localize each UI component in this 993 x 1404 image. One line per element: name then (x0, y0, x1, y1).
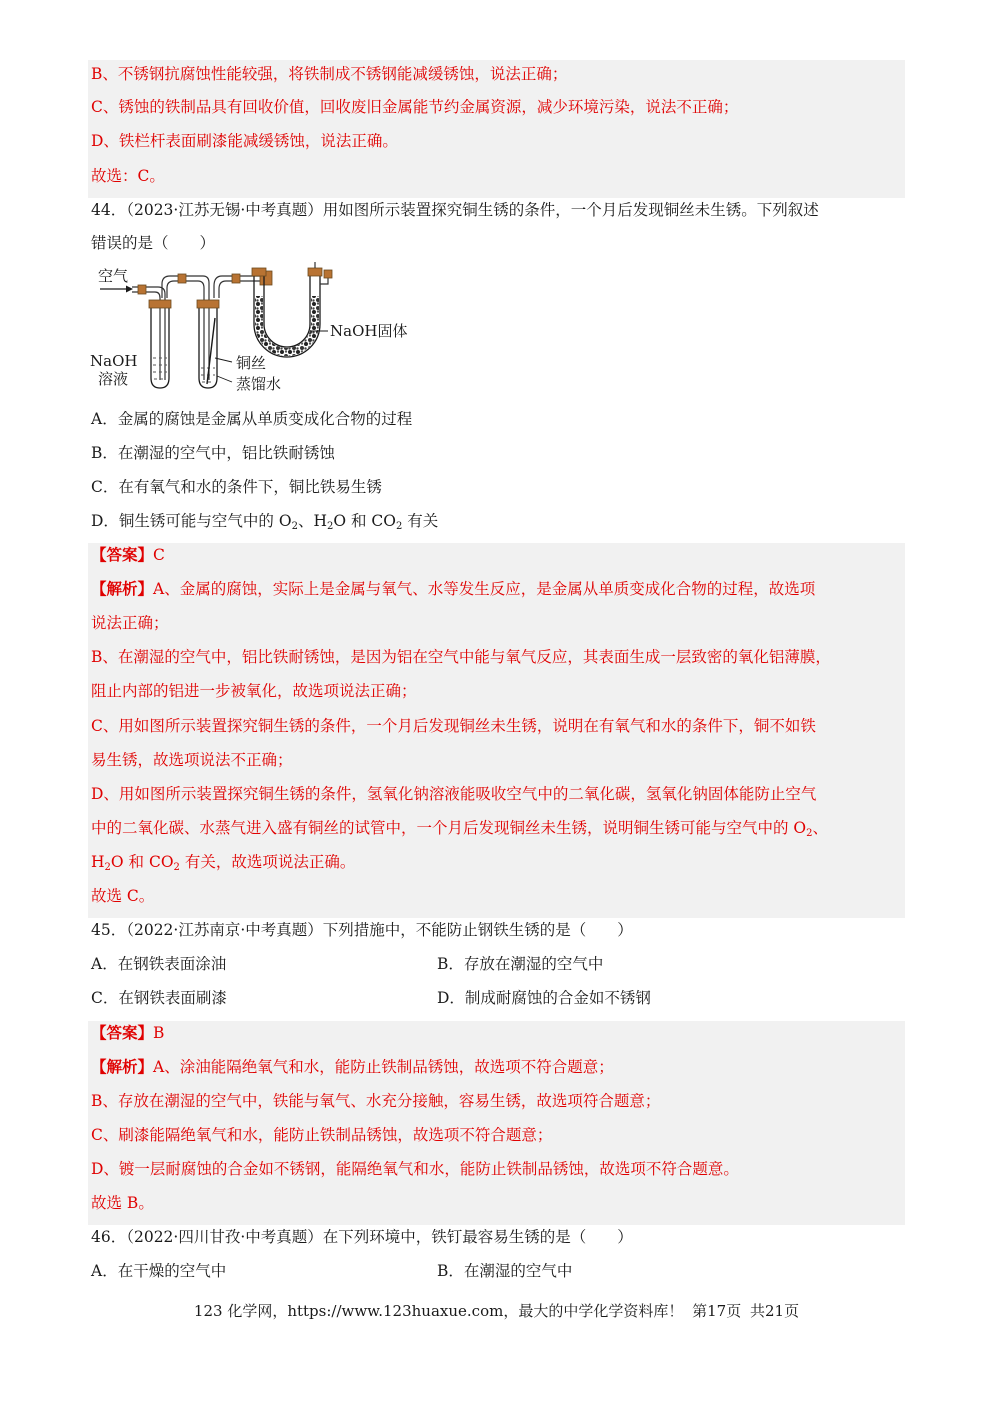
prev-analysis-b: B、不锈钢抗腐蚀性能较强，将铁制成不锈钢能减缓锈蚀，说法正确； (91, 65, 568, 83)
q46-option-b: B．在潮湿的空气中 (437, 1262, 573, 1280)
q44-analysis-d1: D、用如图所示装置探究铜生锈的条件，氢氧化钠溶液能吸收空气中的二氧化碳，氢氧化钠固体能防止空气 (91, 785, 817, 803)
svg-text:铜丝: 铜丝 (236, 354, 267, 372)
answer-tag: 【答案】 (91, 1023, 154, 1042)
q45-option-c: C．在钢铁表面刷漆 (91, 989, 227, 1007)
footer-page-number: 第17页 (692, 1302, 742, 1320)
air-arrow (100, 286, 133, 293)
q44-analysis-d3: $H_2O$ 和 $CO_2$ 有关，故选项说法正确。 (91, 853, 356, 873)
prev-analysis-c: C、锈蚀的铁制品具有回收价值，回收废旧金属能节约金属资源，减少环境污染，说法不正确； (91, 98, 739, 116)
q45-analysis-c: C、刷漆能隔绝氧气和水，能防止铁制品锈蚀，故选项不符合题意； (91, 1126, 553, 1144)
q44-option-c: C．在有氧气和水的条件下，铜比铁易生锈 (91, 478, 382, 496)
q44-apparatus-figure (88, 262, 418, 396)
q45-conclusion: 故选 B。 (91, 1194, 154, 1212)
q44-analysis-d2: 中的二氧化碳、水蒸气进入盛有铜丝的试管中，一个月后发现铜丝未生锈，说明铜生锈可能与空气中的 $O_2$、 (91, 819, 829, 839)
q44-analysis-c1: C、用如图所示装置探究铜生锈的条件，一个月后发现铜丝未生锈，说明在有氧气和水的条件下，铜不如铁 (91, 717, 816, 735)
q45-option-d: D．制成耐腐蚀的合金如不锈钢 (437, 989, 651, 1007)
svg-text:NaOH: NaOH (90, 352, 138, 370)
q44-stem-line1: 44．（2023·江苏无锡·中考真题）用如图所示装置探究铜生锈的条件，一个月后发现铜丝未生锈。下列叙述 (91, 201, 819, 219)
svg-text:NaOH固体: NaOH固体 (330, 322, 408, 340)
q45-analysis-b: B、存放在潮湿的空气中，铁能与氧气、水充分接触，容易生锈，故选项符合题意； (91, 1092, 661, 1110)
q44-analysis-a1: 【解析】A、金属的腐蚀，实际上是金属与氧气、水等发生反应，是金属从单质变成化合物的过程，故选项 (91, 579, 816, 598)
prev-analysis-d: D、铁栏杆表面刷漆能减缓锈蚀，说法正确。 (91, 132, 398, 150)
q46-option-a: A．在干燥的空气中 (91, 1262, 227, 1280)
copper-wire-tube (197, 300, 219, 388)
q45-option-a: A．在钢铁表面涂油 (91, 955, 227, 973)
q45-answer (91, 1023, 164, 1043)
q45-stem: 45．（2022·江苏南京·中考真题）下列措施中，不能防止钢铁生锈的是（ ） (91, 921, 633, 939)
naoh-solid-label (330, 322, 407, 340)
distilled-water-label (236, 375, 281, 393)
svg-text:溶液: 溶液 (98, 370, 129, 388)
analysis-tag: 【解析】 (91, 579, 154, 598)
svg-text:空气: 空气 (98, 267, 129, 285)
q44-analysis-a2: 说法正确； (91, 614, 169, 632)
q44-conclusion: 故选 C。 (91, 887, 155, 905)
copper-wire-label (236, 354, 266, 372)
q45-analysis-a: 【解析】A、涂油能隔绝氧气和水，能防止铁制品锈蚀，故选项不符合题意； (91, 1057, 614, 1076)
copper-wire (207, 318, 215, 384)
answer-tag: 【答案】 (91, 545, 154, 564)
q44-answer (91, 545, 165, 565)
analysis-tag: 【解析】 (91, 1057, 154, 1076)
q44-stem-line2: 错误的是（ ） (91, 234, 216, 252)
answer-value: B (153, 1024, 165, 1042)
q44-analysis-b1: B、在潮湿的空气中，铝比铁耐锈蚀，是因为铝在空气中能与氧气反应，其表面生成一层致密的氧化铝薄膜， (91, 648, 831, 666)
q45-option-b: B．存放在潮湿的空气中 (437, 955, 604, 973)
prev-conclusion: 故选：C。 (91, 167, 165, 185)
q44-option-b: B．在潮湿的空气中，铝比铁耐锈蚀 (91, 444, 335, 462)
q45-analysis-d: D、镀一层耐腐蚀的合金如不锈钢，能隔绝氧气和水，能防止铁制品锈蚀，故选项不符合题意。 (91, 1160, 739, 1178)
answer-value: C (153, 546, 165, 564)
q46-stem: 46．（2022·四川甘孜·中考真题）在下列环境中，铁钉最容易生锈的是（ ） (91, 1228, 633, 1246)
page-footer (0, 1301, 993, 1321)
footer-site: 123 化学网，https://www.123huaxue.com，最大的中学化学资料库！ (193, 1302, 684, 1320)
q45-answer-panel (88, 1021, 905, 1225)
air-label (98, 267, 128, 285)
q44-option-d: D．铜生锈可能与空气中的 $O_2$、$H_2O$ 和 $CO_2$ 有关 (91, 512, 439, 532)
q44-analysis-c2: 易生锈，故选项说法不正确； (91, 751, 293, 769)
footer-total-pages: 共21页 (749, 1302, 800, 1320)
svg-text:蒸馏水: 蒸馏水 (236, 375, 282, 393)
q44-analysis-b2: 阻止内部的铝进一步被氧化，故选项说法正确； (91, 682, 417, 700)
q44-option-a: A．金属的腐蚀是金属从单质变成化合物的过程 (91, 410, 413, 428)
u-tube-naoh-solid (252, 262, 332, 357)
naoh-solution-label (90, 352, 137, 388)
